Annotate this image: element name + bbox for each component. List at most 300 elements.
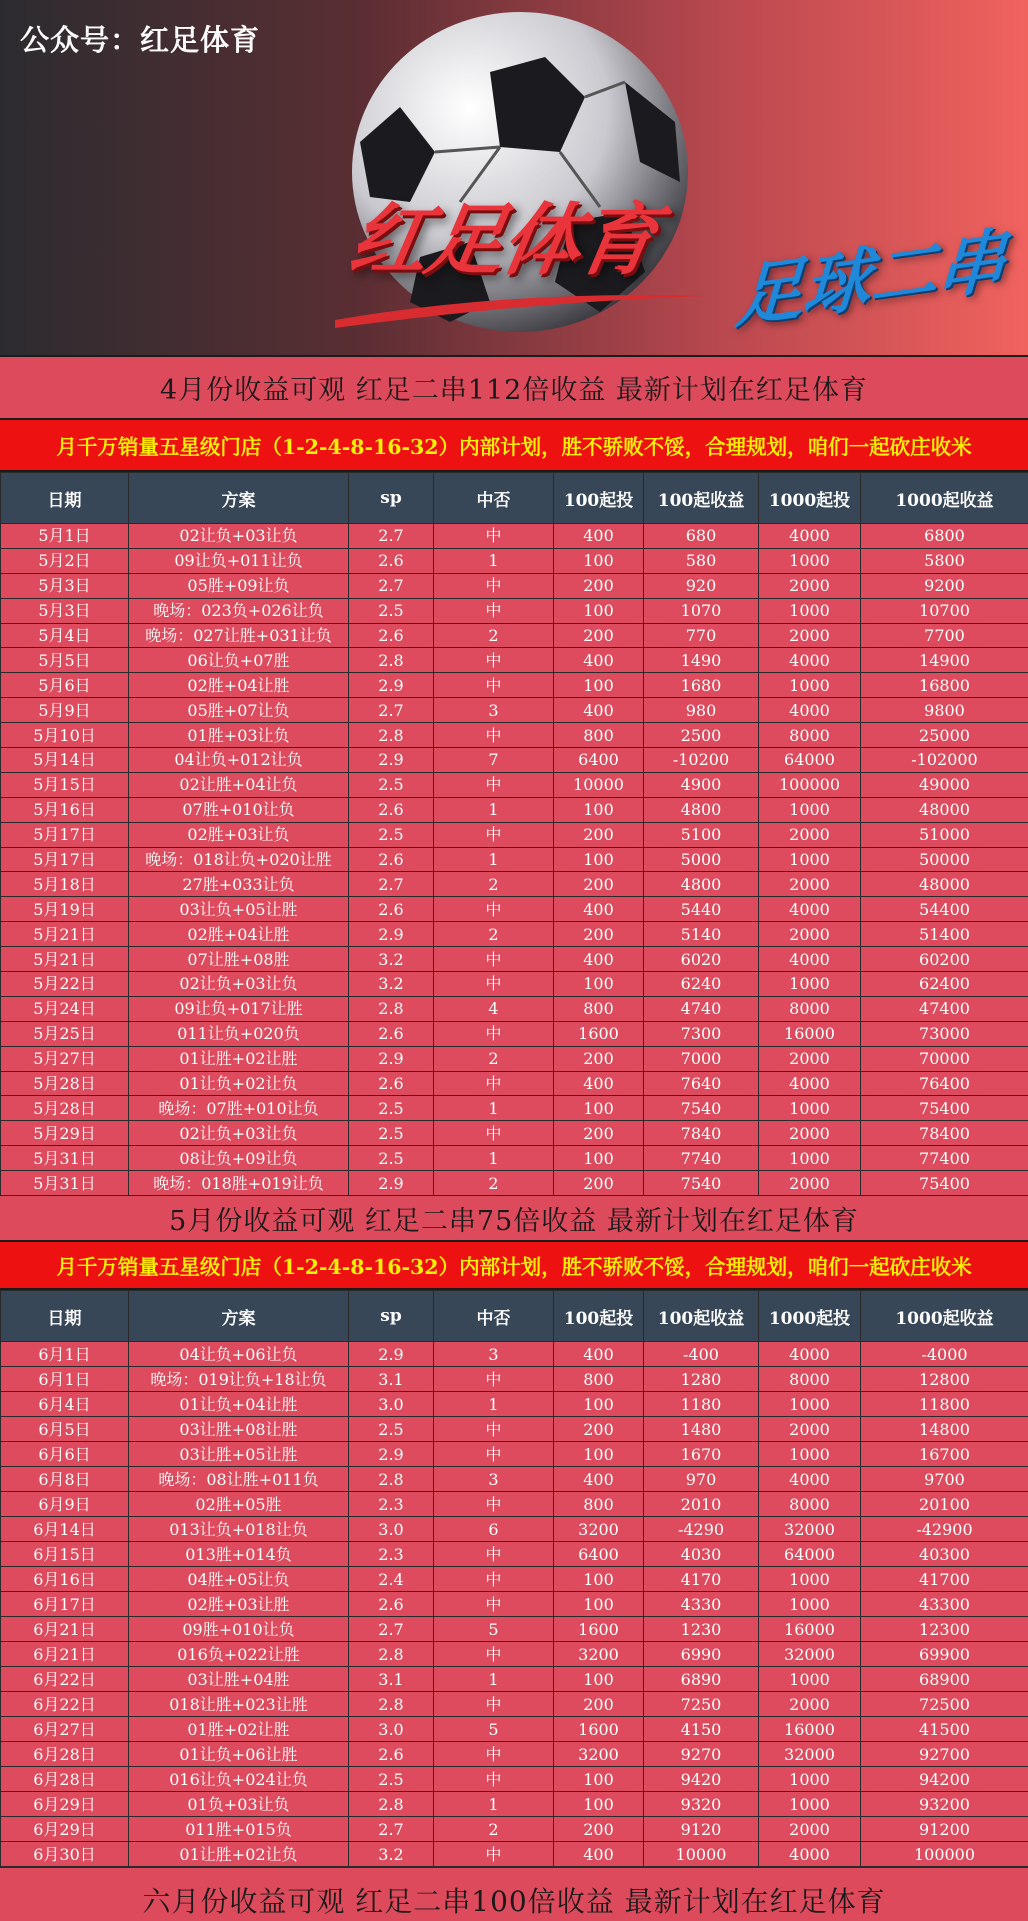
- table-cell: 4030: [644, 1542, 759, 1567]
- table-cell: 5月29日: [1, 1121, 129, 1146]
- table-cell: 04让负+012让负: [129, 748, 349, 773]
- table-cell: 4800: [644, 872, 759, 897]
- table-cell: 5月18日: [1, 872, 129, 897]
- table-cell: 中: [434, 1567, 554, 1592]
- table-cell: 1: [434, 1096, 554, 1121]
- table-row: [1, 1367, 1028, 1392]
- table-cell: 2: [434, 1817, 554, 1842]
- table-cell: 2000: [759, 1171, 861, 1196]
- table-cell: 6月8日: [1, 1467, 129, 1492]
- table-cell: 2.8: [349, 996, 434, 1021]
- table-cell: 68900: [861, 1667, 1028, 1692]
- table-cell: 2.6: [349, 847, 434, 872]
- table-cell: 1000: [759, 1567, 861, 1592]
- table-cell: 2.5: [349, 1121, 434, 1146]
- table-cell: 晚场：08让胜+011负: [129, 1467, 349, 1492]
- table-cell: 16700: [861, 1442, 1028, 1467]
- table-cell: 3.2: [349, 947, 434, 972]
- table-cell: 91200: [861, 1817, 1028, 1842]
- table-cell: 2.6: [349, 1021, 434, 1046]
- table-cell: 9800: [861, 698, 1028, 723]
- table-cell: 07胜+010让负: [129, 797, 349, 822]
- table-cell: 2.5: [349, 1767, 434, 1792]
- column-header: 1000起收益: [861, 473, 1028, 524]
- table-cell: 4000: [759, 1342, 861, 1367]
- table-cell: 41700: [861, 1567, 1028, 1592]
- column-header: 100起投: [554, 473, 644, 524]
- table-cell: 02让负+03让负: [129, 972, 349, 997]
- table-row: [1, 1517, 1028, 1542]
- table-cell: 14900: [861, 648, 1028, 673]
- table-cell: 6: [434, 1517, 554, 1542]
- table-cell: 2.9: [349, 1046, 434, 1071]
- table-cell: 3.0: [349, 1392, 434, 1417]
- table-cell: 6月30日: [1, 1842, 129, 1867]
- table-cell: 200: [554, 1692, 644, 1717]
- table-row: [1, 1542, 1028, 1567]
- column-header: sp: [349, 473, 434, 524]
- table-cell: 100: [554, 972, 644, 997]
- table-cell: 4000: [759, 897, 861, 922]
- table-cell: 580: [644, 548, 759, 573]
- table-cell: 中: [434, 822, 554, 847]
- table-cell: 9270: [644, 1742, 759, 1767]
- table-cell: 16000: [759, 1717, 861, 1742]
- table-cell: 1000: [759, 1592, 861, 1617]
- table-cell: 2000: [759, 1692, 861, 1717]
- table-cell: 93200: [861, 1792, 1028, 1817]
- table-cell: 8000: [759, 996, 861, 1021]
- table-cell: 1000: [759, 1096, 861, 1121]
- banner: [0, 0, 1028, 357]
- table-cell: 1000: [759, 1392, 861, 1417]
- table-cell: 中: [434, 673, 554, 698]
- table-cell: 01让胜+02让负: [129, 1842, 349, 1867]
- table-cell: 2.4: [349, 1567, 434, 1592]
- table-cell: 1000: [759, 548, 861, 573]
- table-cell: 5月14日: [1, 748, 129, 773]
- table-cell: 770: [644, 623, 759, 648]
- table-cell: 01胜+02让胜: [129, 1717, 349, 1742]
- table-cell: 09胜+010让负: [129, 1617, 349, 1642]
- table-cell: 60200: [861, 947, 1028, 972]
- table-cell: 011让负+020负: [129, 1021, 349, 1046]
- column-header: 1000起投: [759, 473, 861, 524]
- table-cell: 970: [644, 1467, 759, 1492]
- table-cell: 02让负+03让负: [129, 524, 349, 549]
- table-cell: 10000: [644, 1842, 759, 1867]
- table-cell: 晚场：019让负+18让负: [129, 1367, 349, 1392]
- table-cell: 1000: [759, 847, 861, 872]
- table-cell: 51400: [861, 922, 1028, 947]
- table-cell: 100: [554, 1667, 644, 1692]
- table-cell: 1000: [759, 1442, 861, 1467]
- table-cell: 3: [434, 1342, 554, 1367]
- table-row: [1, 1046, 1028, 1071]
- table-cell: 2.6: [349, 897, 434, 922]
- table-cell: 5月10日: [1, 723, 129, 748]
- table-cell: 5月19日: [1, 897, 129, 922]
- table-cell: 1: [434, 1792, 554, 1817]
- table-cell: 6月27日: [1, 1717, 129, 1742]
- table-row: [1, 1842, 1028, 1867]
- table-cell: 3.2: [349, 1842, 434, 1867]
- table-cell: 680: [644, 524, 759, 549]
- table-cell: 1000: [759, 673, 861, 698]
- table-cell: 9700: [861, 1467, 1028, 1492]
- table-cell: 6月14日: [1, 1517, 129, 1542]
- table-cell: 6月21日: [1, 1642, 129, 1667]
- table-cell: 1000: [759, 797, 861, 822]
- table-cell: 1: [434, 548, 554, 573]
- table-cell: 7840: [644, 1121, 759, 1146]
- table-cell: 400: [554, 698, 644, 723]
- table-cell: 2.5: [349, 1096, 434, 1121]
- table-cell: 2.8: [349, 648, 434, 673]
- table-cell: 07让胜+08胜: [129, 947, 349, 972]
- table-row: [1, 1442, 1028, 1467]
- table-cell: 2.5: [349, 1146, 434, 1171]
- table-cell: 018让胜+023让胜: [129, 1692, 349, 1717]
- table-cell: 16000: [759, 1617, 861, 1642]
- table-cell: 51000: [861, 822, 1028, 847]
- table-cell: 02让胜+04让负: [129, 772, 349, 797]
- table-cell: 2.9: [349, 1442, 434, 1467]
- table-cell: 1000: [759, 598, 861, 623]
- table-cell: 5月27日: [1, 1046, 129, 1071]
- table-cell: 2.6: [349, 797, 434, 822]
- tagline-text: 足球二串: [733, 220, 1009, 339]
- table-row: [1, 847, 1028, 872]
- table-cell: 2500: [644, 723, 759, 748]
- table-body: [1, 524, 1028, 1196]
- table-cell: 中: [434, 1692, 554, 1717]
- table-row: [1, 1467, 1028, 1492]
- table-cell: 200: [554, 1817, 644, 1842]
- table-cell: 400: [554, 524, 644, 549]
- table-cell: 2.6: [349, 1071, 434, 1096]
- table-cell: 2.6: [349, 1742, 434, 1767]
- table-cell: 2.9: [349, 1171, 434, 1196]
- table-cell: 中: [434, 947, 554, 972]
- table-cell: 2: [434, 623, 554, 648]
- table-cell: 2000: [759, 623, 861, 648]
- table-row: [1, 1567, 1028, 1592]
- table-row: [1, 1071, 1028, 1096]
- table-cell: 中: [434, 972, 554, 997]
- table-row: [1, 1717, 1028, 1742]
- table-row: [1, 1096, 1028, 1121]
- table-cell: 2.5: [349, 822, 434, 847]
- table-cell: 32000: [759, 1642, 861, 1667]
- table-cell: 4800: [644, 797, 759, 822]
- results-table-2: [0, 1290, 1028, 1867]
- table-cell: 1000: [759, 1792, 861, 1817]
- table-cell: 4: [434, 996, 554, 1021]
- table-cell: 01让负+02让负: [129, 1071, 349, 1096]
- table-cell: 中: [434, 1071, 554, 1096]
- table-cell: 5月9日: [1, 698, 129, 723]
- table-cell: 04让负+06让负: [129, 1342, 349, 1367]
- table-cell: 2: [434, 872, 554, 897]
- table-cell: 200: [554, 822, 644, 847]
- table-row: [1, 1692, 1028, 1717]
- table-cell: 6月22日: [1, 1667, 129, 1692]
- table-cell: 中: [434, 1442, 554, 1467]
- table-cell: 5月3日: [1, 598, 129, 623]
- table-row: [1, 996, 1028, 1021]
- table-cell: 100: [554, 1096, 644, 1121]
- table-cell: 100: [554, 1146, 644, 1171]
- table-cell: 6990: [644, 1642, 759, 1667]
- column-header: 中否: [434, 473, 554, 524]
- table-cell: 4740: [644, 996, 759, 1021]
- table-row: [1, 723, 1028, 748]
- table-cell: 200: [554, 573, 644, 598]
- table-cell: 7540: [644, 1096, 759, 1121]
- table-cell: 5140: [644, 922, 759, 947]
- table-cell: 中: [434, 1592, 554, 1617]
- table-cell: 400: [554, 1467, 644, 1492]
- table-cell: 72500: [861, 1692, 1028, 1717]
- table-cell: 1: [434, 1146, 554, 1171]
- table-cell: 7700: [861, 623, 1028, 648]
- table-cell: 09让负+011让负: [129, 548, 349, 573]
- table-cell: 08让负+09让负: [129, 1146, 349, 1171]
- table-cell: 12800: [861, 1367, 1028, 1392]
- table-cell: 晚场：027让胜+031让负: [129, 623, 349, 648]
- table-cell: 02胜+04让胜: [129, 922, 349, 947]
- table-cell: 2.6: [349, 623, 434, 648]
- table-cell: 中: [434, 1542, 554, 1567]
- table-cell: 32000: [759, 1517, 861, 1542]
- table-cell: 70000: [861, 1046, 1028, 1071]
- table-cell: 16800: [861, 673, 1028, 698]
- table-cell: 1000: [759, 1667, 861, 1692]
- table-cell: 3.0: [349, 1517, 434, 1542]
- table-cell: 1180: [644, 1392, 759, 1417]
- table-cell: 晚场：018让负+020让胜: [129, 847, 349, 872]
- table-cell: 1: [434, 797, 554, 822]
- table-cell: 200: [554, 922, 644, 947]
- column-header: 1000起收益: [861, 1291, 1028, 1342]
- table-cell: 5月24日: [1, 996, 129, 1021]
- table-cell: 400: [554, 897, 644, 922]
- table-cell: 4000: [759, 947, 861, 972]
- table-cell: 04胜+05让负: [129, 1567, 349, 1592]
- table-cell: 100: [554, 1392, 644, 1417]
- table-cell: 75400: [861, 1096, 1028, 1121]
- promo-banner-2: 月千万销量五星级门店（1-2-4-8-16-32）内部计划，胜不骄败不馁，合理规划，咱们一起砍庄收米: [0, 1242, 1028, 1290]
- table-cell: 78400: [861, 1121, 1028, 1146]
- table-cell: 6月28日: [1, 1742, 129, 1767]
- table-cell: 1600: [554, 1717, 644, 1742]
- table-cell: 2000: [759, 1121, 861, 1146]
- table-cell: 20100: [861, 1492, 1028, 1517]
- table-cell: 2000: [759, 1046, 861, 1071]
- table-row: [1, 922, 1028, 947]
- table-cell: 4000: [759, 1842, 861, 1867]
- table-cell: 6月22日: [1, 1692, 129, 1717]
- table-cell: 800: [554, 996, 644, 1021]
- table-cell: 6月15日: [1, 1542, 129, 1567]
- table-row: [1, 897, 1028, 922]
- table-cell: 01让负+04让胜: [129, 1392, 349, 1417]
- table-row: [1, 972, 1028, 997]
- table-cell: 41500: [861, 1717, 1028, 1742]
- table-cell: 013胜+014负: [129, 1542, 349, 1567]
- table-cell: 2.8: [349, 1792, 434, 1817]
- table-cell: 3: [434, 1467, 554, 1492]
- table-cell: 62400: [861, 972, 1028, 997]
- table-cell: 1600: [554, 1021, 644, 1046]
- table-cell: 10000: [554, 772, 644, 797]
- table-cell: 7: [434, 748, 554, 773]
- table-cell: 1280: [644, 1367, 759, 1392]
- table-cell: 2.9: [349, 748, 434, 773]
- table-cell: 中: [434, 573, 554, 598]
- table-cell: 5: [434, 1717, 554, 1742]
- table-cell: 100: [554, 673, 644, 698]
- table-cell: 6月9日: [1, 1492, 129, 1517]
- table-cell: 2.3: [349, 1542, 434, 1567]
- table-cell: 1: [434, 1667, 554, 1692]
- table-row: [1, 1171, 1028, 1196]
- table-cell: 64000: [759, 748, 861, 773]
- table-cell: 2.5: [349, 1417, 434, 1442]
- table-cell: 2.8: [349, 1642, 434, 1667]
- table-cell: 中: [434, 723, 554, 748]
- table-cell: 6月28日: [1, 1767, 129, 1792]
- table-cell: 3200: [554, 1642, 644, 1667]
- table-cell: 中: [434, 1367, 554, 1392]
- table-row: [1, 1767, 1028, 1792]
- table-cell: 2.6: [349, 548, 434, 573]
- table-cell: 5月28日: [1, 1071, 129, 1096]
- table-cell: 02让负+03让负: [129, 1121, 349, 1146]
- table-cell: 25000: [861, 723, 1028, 748]
- table-row: [1, 648, 1028, 673]
- table-cell: -4000: [861, 1342, 1028, 1367]
- table-cell: 6月29日: [1, 1817, 129, 1842]
- column-header: 100起收益: [644, 473, 759, 524]
- table-cell: 05胜+07让负: [129, 698, 349, 723]
- table-cell: 2.6: [349, 1592, 434, 1617]
- table-cell: 6400: [554, 748, 644, 773]
- table-cell: 中: [434, 1417, 554, 1442]
- table-cell: 77400: [861, 1146, 1028, 1171]
- table-row: [1, 1342, 1028, 1367]
- table-row: [1, 698, 1028, 723]
- table-cell: 800: [554, 1367, 644, 1392]
- table-cell: 2.7: [349, 573, 434, 598]
- table-cell: 5月31日: [1, 1146, 129, 1171]
- table-cell: 400: [554, 1842, 644, 1867]
- table-row: [1, 1617, 1028, 1642]
- table-cell: 01让胜+02让胜: [129, 1046, 349, 1071]
- table-cell: 02胜+04让胜: [129, 673, 349, 698]
- column-header: 日期: [1, 1291, 129, 1342]
- table-cell: 中: [434, 1642, 554, 1667]
- table-cell: 100: [554, 1592, 644, 1617]
- table-cell: 2.7: [349, 698, 434, 723]
- table-cell: 7640: [644, 1071, 759, 1096]
- table-cell: 7740: [644, 1146, 759, 1171]
- table-row: [1, 1592, 1028, 1617]
- table-cell: 06让负+07胜: [129, 648, 349, 673]
- table-cell: 6月5日: [1, 1417, 129, 1442]
- table-cell: 920: [644, 573, 759, 598]
- table-cell: 50000: [861, 847, 1028, 872]
- table-cell: 7300: [644, 1021, 759, 1046]
- table-cell: 5月17日: [1, 822, 129, 847]
- table-cell: 中: [434, 1121, 554, 1146]
- section-title-3: 六月份收益可观 红足二串100倍收益 最新计划在红足体育: [0, 1867, 1028, 1921]
- table-cell: 5440: [644, 897, 759, 922]
- table-cell: 4000: [759, 524, 861, 549]
- table-cell: 2.7: [349, 1617, 434, 1642]
- table-cell: 6月4日: [1, 1392, 129, 1417]
- table-cell: 5月15日: [1, 772, 129, 797]
- table-cell: 011胜+015负: [129, 1817, 349, 1842]
- table-cell: 48000: [861, 797, 1028, 822]
- table-cell: 5月2日: [1, 548, 129, 573]
- table-cell: 4000: [759, 648, 861, 673]
- table-cell: 1: [434, 847, 554, 872]
- table-cell: 100000: [861, 1842, 1028, 1867]
- table-cell: 32000: [759, 1742, 861, 1767]
- table-cell: 5月16日: [1, 797, 129, 822]
- table-cell: 5月28日: [1, 1096, 129, 1121]
- table-cell: 10700: [861, 598, 1028, 623]
- table-row: [1, 1392, 1028, 1417]
- table-cell: 7000: [644, 1046, 759, 1071]
- table-cell: 100: [554, 598, 644, 623]
- table-cell: 中: [434, 1842, 554, 1867]
- column-header: 方案: [129, 473, 349, 524]
- table-row: [1, 524, 1028, 549]
- table-cell: 03让负+05让胜: [129, 897, 349, 922]
- column-header: 100起收益: [644, 1291, 759, 1342]
- table-cell: 3: [434, 698, 554, 723]
- table-cell: 9320: [644, 1792, 759, 1817]
- table-cell: 6890: [644, 1667, 759, 1692]
- table-row: [1, 1417, 1028, 1442]
- table-cell: 01胜+03让负: [129, 723, 349, 748]
- table-cell: 5月5日: [1, 648, 129, 673]
- table-cell: 5月17日: [1, 847, 129, 872]
- table-cell: 12300: [861, 1617, 1028, 1642]
- table-cell: -10200: [644, 748, 759, 773]
- table-cell: 2.8: [349, 1692, 434, 1717]
- table-cell: 5月21日: [1, 947, 129, 972]
- table-cell: 01让负+06让胜: [129, 1742, 349, 1767]
- table-cell: 9120: [644, 1817, 759, 1842]
- table-cell: 1600: [554, 1617, 644, 1642]
- table-cell: -4290: [644, 1517, 759, 1542]
- table-cell: 3.1: [349, 1367, 434, 1392]
- table-cell: 9420: [644, 1767, 759, 1792]
- table-cell: 2: [434, 1171, 554, 1196]
- table-cell: 6240: [644, 972, 759, 997]
- table-cell: 1680: [644, 673, 759, 698]
- section-title-1: 4月份收益可观 红足二串112倍收益 最新计划在红足体育: [0, 357, 1028, 420]
- table-cell: 6月29日: [1, 1792, 129, 1817]
- table-cell: 5月22日: [1, 972, 129, 997]
- table-cell: 7540: [644, 1171, 759, 1196]
- table-cell: 1670: [644, 1442, 759, 1467]
- table-cell: 6月6日: [1, 1442, 129, 1467]
